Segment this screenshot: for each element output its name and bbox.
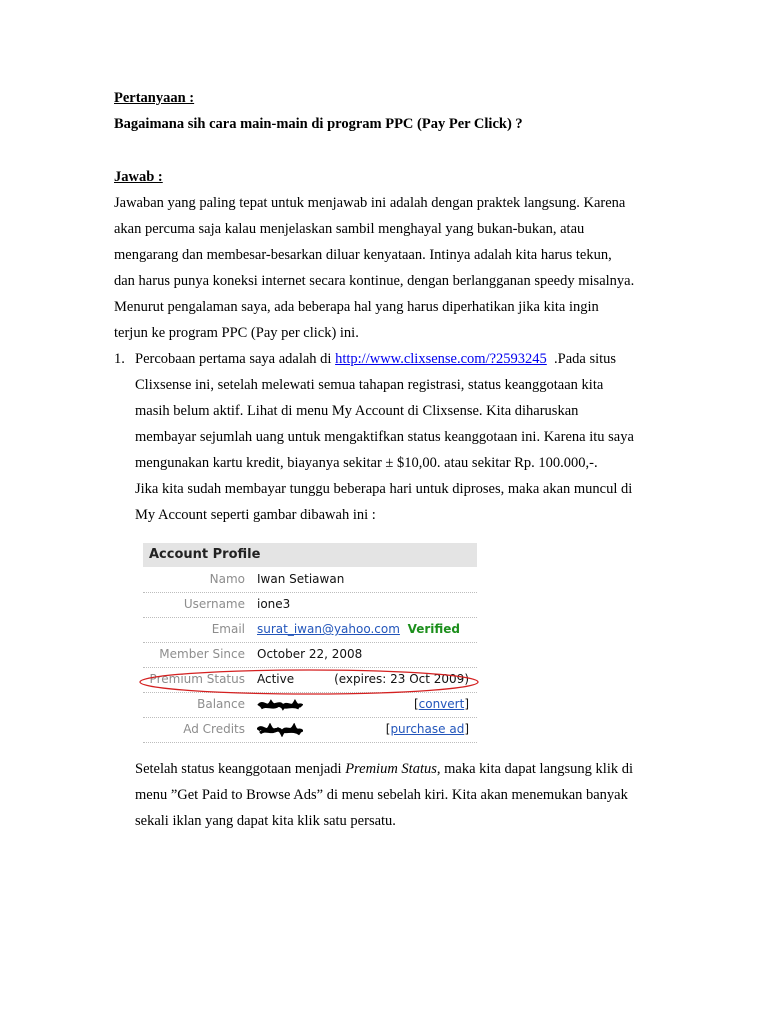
premium-status-label: Premium Status <box>149 672 245 686</box>
answer-line: Jawaban yang paling tepat untuk menjawab ini adalah dengan praktek langsung. Karena <box>114 195 626 211</box>
email-label: Email <box>211 622 245 636</box>
list-item-first-line <box>135 346 665 372</box>
list-item-line: Jika kita sudah membayar tunggu beberapa hari untuk diproses, maka akan muncul di <box>135 481 633 497</box>
after-part2: , maka kita dapat langsung klik di <box>436 761 634 777</box>
name-value: Iwan Setiawan <box>257 572 345 586</box>
list-item-line: My Account seperti gambar dibawah ini : <box>135 507 376 523</box>
redacted-ad-credits-scribble <box>257 723 303 737</box>
redacted-balance-scribble <box>257 698 303 712</box>
username-label: Username <box>183 597 245 611</box>
member-since-label: Member Since <box>159 647 245 661</box>
answer-line: mengarang dan membesar-besarkan diluar kenyataan. Intinya adalah kita harus tekun, <box>114 247 612 263</box>
after-line-2: menu ”Get Paid to Browse Ads” di menu sebelah kiri. Kita akan menemukan banyak <box>135 787 628 803</box>
profile-row-ad-credits <box>143 717 477 743</box>
clixsense-link[interactable]: http://www.clixsense.com/?2593245 <box>335 351 547 367</box>
answer-line: dan harus punya koneksi internet secara kontinue, dengan berlangganan speedy misalnya. <box>114 273 635 289</box>
list-number: 1. <box>114 351 125 367</box>
verified-badge: Verified <box>407 622 461 636</box>
account-profile-title: Account Profile <box>143 543 477 567</box>
answer-paragraph <box>114 190 674 346</box>
after-part1: Setelah status keanggotaan menjadi <box>135 761 346 777</box>
premium-status-value: Active <box>257 672 295 686</box>
answer-label: Jawab : <box>114 169 163 185</box>
list-item-intro: Percobaan pertama saya adalah di <box>135 351 336 367</box>
email-value-wrap <box>257 617 460 642</box>
list-item-line: Clixsense ini, setelah melewati semua tahapan registrasi, status keanggotaan kita <box>135 377 604 393</box>
profile-row-name <box>143 567 477 593</box>
list-item-body <box>135 346 665 528</box>
balance-label: Balance <box>197 697 245 711</box>
after-line-1 <box>135 756 675 782</box>
purchase-ad-link[interactable]: purchase ad <box>390 722 465 736</box>
premium-status-emphasis: Premium Status <box>345 761 437 777</box>
email-link[interactable]: surat_iwan@yahoo.com <box>257 622 400 636</box>
username-value: ione3 <box>257 597 291 611</box>
ad-credits-label: Ad Credits <box>183 722 245 736</box>
after-line-3: sekali iklan yang dapat kita klik satu persatu. <box>135 813 396 829</box>
account-profile-screenshot <box>137 531 481 745</box>
question-text: Bagaimana sih cara main-main di program PPC (Pay Per Click) ? <box>114 116 523 132</box>
profile-row-username <box>143 592 477 618</box>
convert-action: [convert] <box>413 697 469 711</box>
answer-line: terjun ke program PPC (Pay per click) ini. <box>114 325 359 341</box>
after-image-paragraph <box>135 756 675 834</box>
purchase-ad-action: [purchase ad] <box>385 722 469 736</box>
list-item-line: mengunakan kartu kredit, biayanya sekitar ± $10,00. atau sekitar Rp. 100.000,-. <box>135 455 598 471</box>
list-item-intro-after: .Pada situs <box>546 351 617 367</box>
convert-link[interactable]: convert <box>418 697 465 711</box>
list-item-line: masih belum aktif. Lihat di menu My Account di Clixsense. Kita diharuskan <box>135 403 579 419</box>
profile-row-member-since <box>143 642 477 668</box>
answer-line: Menurut pengalaman saya, ada beberapa hal yang harus diperhatikan jika kita ingin <box>114 299 599 315</box>
answer-line: akan percuma saja kalau menjelaskan sambil menghayal yang bukan-bukan, atau <box>114 221 585 237</box>
list-item-line: membayar sejumlah uang untuk mengaktifkan status keanggotaan ini. Karena itu saya <box>135 429 634 445</box>
question-label: Pertanyaan : <box>114 90 195 106</box>
premium-expires: (expires: 23 Oct 2009) <box>334 672 469 686</box>
profile-row-email <box>143 617 477 643</box>
profile-row-balance <box>143 692 477 718</box>
profile-row-premium-status <box>143 667 477 693</box>
member-since-value: October 22, 2008 <box>257 647 363 661</box>
name-label: Namo <box>209 572 245 586</box>
